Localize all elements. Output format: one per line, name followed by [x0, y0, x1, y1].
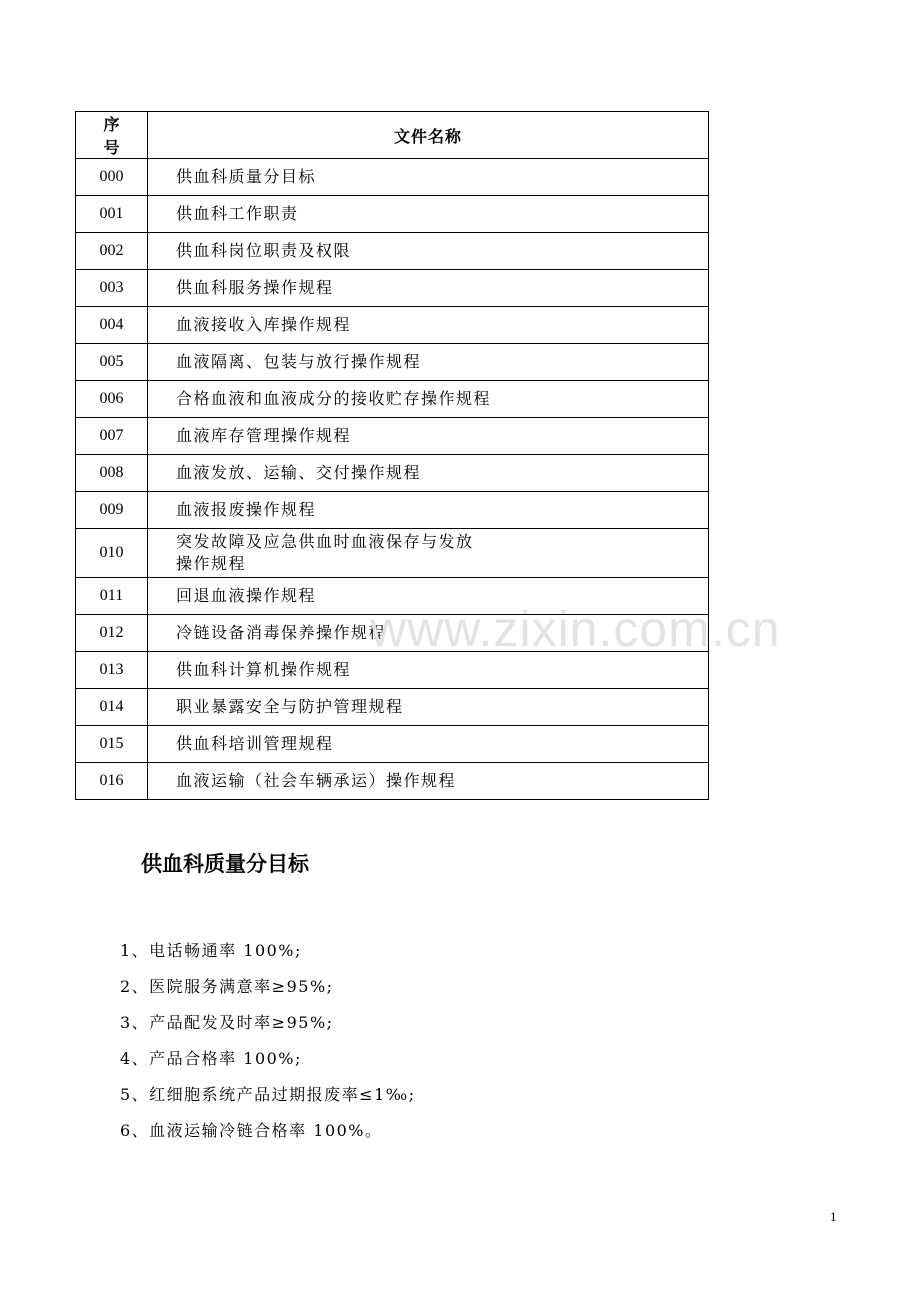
row-file-name: 血液库存管理操作规程	[148, 418, 709, 455]
page-number: 1	[830, 1209, 837, 1224]
row-number: 000	[76, 159, 148, 196]
table-row	[76, 344, 709, 381]
section-title: 供血科质量分目标	[141, 852, 309, 876]
table-row	[76, 418, 709, 455]
row-file-name: 供血科工作职责	[148, 196, 709, 233]
table-row	[76, 233, 709, 270]
row-number: 003	[76, 270, 148, 307]
row-file-name: 冷链设备消毒保养操作规程	[148, 615, 709, 652]
table-row	[76, 726, 709, 763]
row-file-name: 职业暴露安全与防护管理规程	[148, 689, 709, 726]
row-number: 015	[76, 726, 148, 763]
row-number: 005	[76, 344, 148, 381]
row-file-name: 血液报废操作规程	[148, 492, 709, 529]
table-row	[76, 196, 709, 233]
row-file-name: 血液接收入库操作规程	[148, 307, 709, 344]
target-item: 2、医院服务满意率≥95%;	[120, 977, 334, 996]
target-item: 5、红细胞系统产品过期报废率≤1‰;	[120, 1085, 416, 1104]
row-file-name-line2: 操作规程	[176, 554, 247, 573]
target-item: 4、产品合格率 100%;	[120, 1049, 302, 1068]
row-number: 016	[76, 763, 148, 800]
table-row	[76, 381, 709, 418]
row-file-name: 血液隔离、包装与放行操作规程	[148, 344, 709, 381]
table-row	[76, 455, 709, 492]
table-header-row	[76, 112, 709, 159]
row-number: 006	[76, 381, 148, 418]
row-file-name: 供血科岗位职责及权限	[148, 233, 709, 270]
target-list	[120, 938, 416, 1154]
table-row	[76, 159, 709, 196]
row-number: 007	[76, 418, 148, 455]
row-file-name: 供血科计算机操作规程	[148, 652, 709, 689]
row-number: 010	[76, 529, 148, 578]
table-row	[76, 689, 709, 726]
header-file-name: 文件名称	[148, 112, 709, 159]
row-file-name: 供血科培训管理规程	[148, 726, 709, 763]
row-number: 008	[76, 455, 148, 492]
row-file-name: 供血科质量分目标	[148, 159, 709, 196]
table-body	[76, 159, 709, 800]
file-list-table	[75, 111, 709, 800]
target-item: 6、血液运输冷链合格率 100%。	[120, 1121, 383, 1140]
row-number: 001	[76, 196, 148, 233]
table-row	[76, 492, 709, 529]
target-item: 1、电话畅通率 100%;	[120, 941, 302, 960]
table-row	[76, 307, 709, 344]
row-file-name: 合格血液和血液成分的接收贮存操作规程	[148, 381, 709, 418]
table-row	[76, 615, 709, 652]
row-file-name-line1: 突发故障及应急供血时血液保存与发放	[176, 532, 474, 551]
row-number: 011	[76, 578, 148, 615]
row-number: 014	[76, 689, 148, 726]
row-file-name	[148, 529, 709, 578]
table-row	[76, 529, 709, 578]
target-item: 3、产品配发及时率≥95%;	[120, 1013, 334, 1032]
row-number: 012	[76, 615, 148, 652]
table-row	[76, 763, 709, 800]
row-file-name: 血液发放、运输、交付操作规程	[148, 455, 709, 492]
row-number: 013	[76, 652, 148, 689]
header-seq: 序号	[76, 112, 148, 159]
row-number: 004	[76, 307, 148, 344]
row-number: 009	[76, 492, 148, 529]
table-row	[76, 652, 709, 689]
watermark: www.zixin.com.cn	[370, 601, 781, 657]
table-row	[76, 578, 709, 615]
row-file-name: 回退血液操作规程	[148, 578, 709, 615]
row-file-name: 血液运输（社会车辆承运）操作规程	[148, 763, 709, 800]
table-row	[76, 270, 709, 307]
row-file-name: 供血科服务操作规程	[148, 270, 709, 307]
row-number: 002	[76, 233, 148, 270]
